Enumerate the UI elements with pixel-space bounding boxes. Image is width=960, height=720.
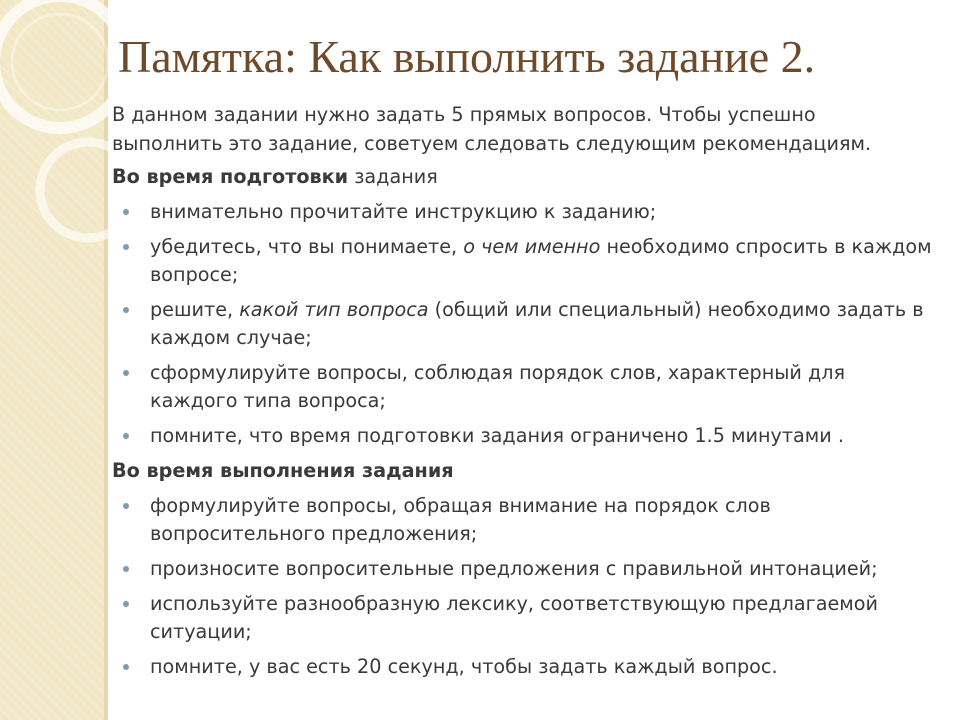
section-heading-bold: Во время выполнения задания: [112, 459, 454, 482]
list-item: помните, что время подготовки задания ограничено 1.5 минутами .: [112, 422, 932, 450]
intro-text: В данном задании нужно задать 5 прямых вопросов. Чтобы успешно выполнить это задание, советуем следовать следующим рекомендациям.: [112, 103, 872, 155]
slide-content: [112, 100, 932, 681]
bullet-dot-icon: [123, 664, 129, 670]
section-heading-preparation: [112, 162, 932, 191]
section-heading-bold: Во время подготовки: [112, 165, 349, 188]
bullet-dot-icon: [123, 307, 129, 313]
execution-list: [112, 492, 932, 681]
bullet-dot-icon: [123, 503, 129, 509]
section-heading-execution: [112, 456, 932, 485]
bullet-dot-icon: [123, 566, 129, 572]
slide-title: Памятка: Как выполнить задание 2.: [118, 31, 816, 82]
list-item: используйте разнообразную лексику, соответствующую предлагаемой ситуации;: [112, 590, 932, 646]
list-item: формулируйте вопросы, обращая внимание на порядок слов вопросительного предложения;: [112, 492, 932, 548]
list-item: внимательно прочитайте инструкцию к заданию;: [112, 198, 932, 226]
bullet-dot-icon: [123, 244, 129, 250]
bullet-dot-icon: [123, 209, 129, 215]
bullet-dot-icon: [123, 433, 129, 439]
list-item: решите, какой тип вопроса (общий или специальный) необходимо задать в каждом случае;: [112, 296, 932, 352]
bullet-dot-icon: [123, 370, 129, 376]
bullet-dot-icon: [123, 601, 129, 607]
list-item: произносите вопросительные предложения с правильной интонацией;: [112, 555, 932, 583]
list-item: убедитесь, что вы понимаете, о чем именно необходимо спросить в каждом вопросе;: [112, 233, 932, 289]
preparation-list: [112, 198, 932, 450]
list-item: сформулируйте вопросы, соблюдая порядок слов, характерный для каждого типа вопроса;: [112, 359, 932, 415]
list-item: помните, у вас есть 20 секунд, чтобы задать каждый вопрос.: [112, 653, 932, 681]
section-heading-rest: задания: [348, 165, 438, 188]
